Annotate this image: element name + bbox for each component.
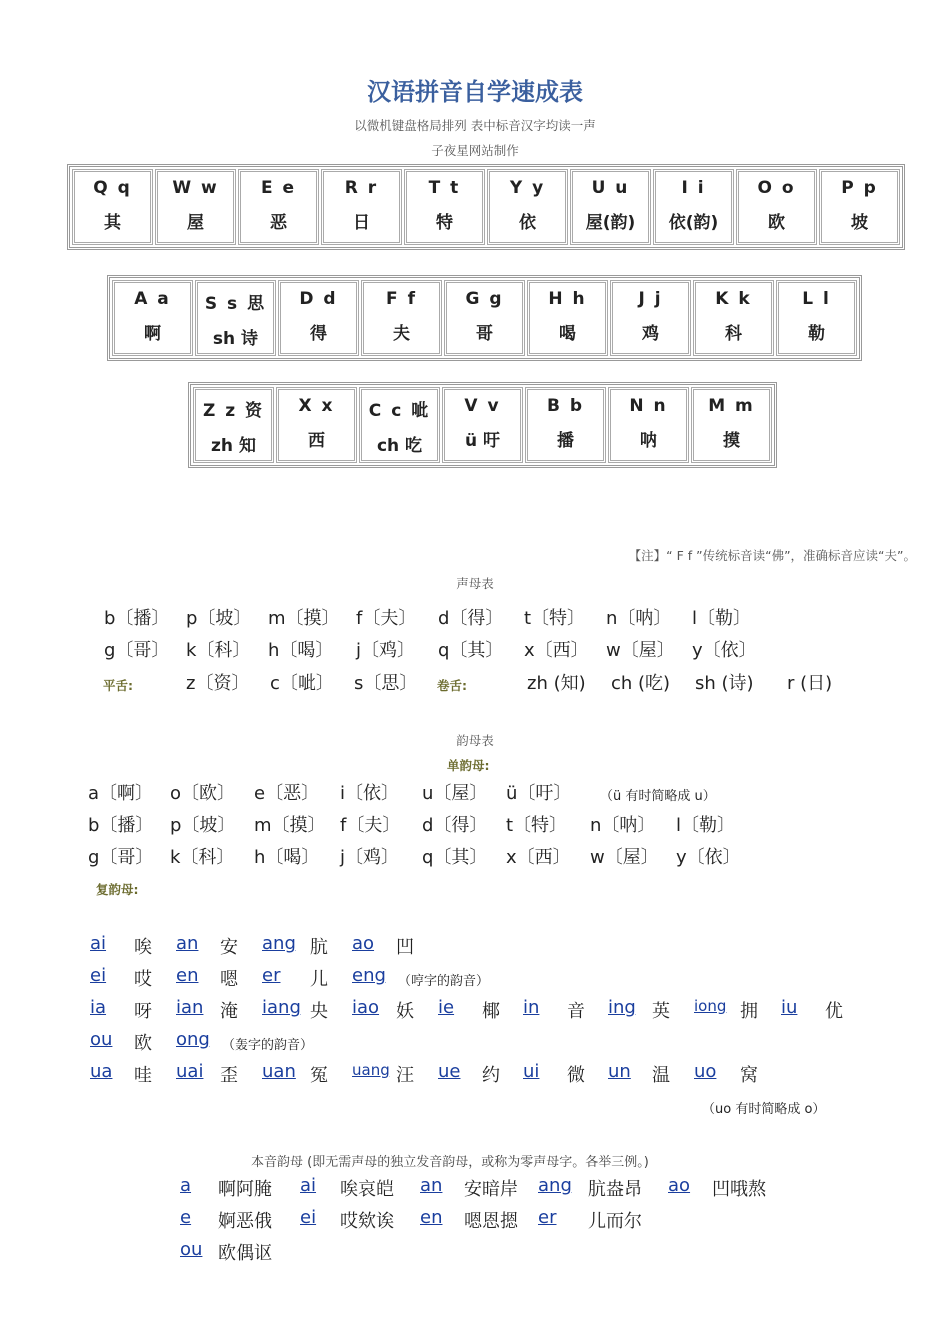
final-char: 肮 xyxy=(310,937,328,958)
final-char: 音 xyxy=(567,1001,585,1022)
key-cell xyxy=(72,169,153,245)
final-char: 儿 xyxy=(310,969,328,990)
final-char: 椰 xyxy=(482,1001,500,1022)
pinyin-final: uan xyxy=(262,1061,296,1082)
note: 【注】“ F f ”传统标音读“佛”，准确标音应读“夫”。 xyxy=(628,548,916,563)
uo-note: （uo 有时简略成 o） xyxy=(702,1102,826,1117)
key-letters: R r xyxy=(344,178,379,198)
key-char: 恶 xyxy=(270,213,287,233)
final-item: g〔哥〕 xyxy=(88,847,154,868)
final-item: i〔依〕 xyxy=(340,783,400,804)
pinyin-final: ang xyxy=(262,933,296,954)
key-cell xyxy=(610,280,691,356)
key-letters: U u xyxy=(591,178,630,198)
pinyin-final: ao xyxy=(352,933,375,954)
pinyin-final: en xyxy=(176,965,199,986)
key-char: sh 诗 xyxy=(212,329,259,349)
flat-tongue-label: 平舌: xyxy=(103,678,133,693)
example-chars: 肮盎昂 xyxy=(588,1179,642,1200)
keyboard-row-asdf xyxy=(107,275,862,361)
final-item: p〔坡〕 xyxy=(170,815,236,836)
pinyin-final: a xyxy=(180,1175,192,1196)
pinyin-final: ou xyxy=(90,1029,113,1050)
initial-item: h〔喝〕 xyxy=(268,640,334,661)
pinyin-final: ian xyxy=(176,997,204,1018)
final-char: 歪 xyxy=(220,1065,238,1086)
final-char: 优 xyxy=(825,1001,843,1022)
page-title: 汉语拼音自学速成表 xyxy=(367,78,583,106)
final-item: h〔喝〕 xyxy=(254,847,320,868)
compound-finals-label: 复韵母: xyxy=(96,882,139,897)
example-chars: 凹哦熬 xyxy=(712,1179,766,1200)
final-item: e〔恶〕 xyxy=(254,783,320,804)
final-char: 呀 xyxy=(134,1001,152,1022)
final-item: j〔鸡〕 xyxy=(340,847,400,868)
pinyin-final: iong xyxy=(694,997,727,1015)
zero-initial-title: 本音韵母 xyxy=(251,1155,304,1170)
initial-item: b〔播〕 xyxy=(104,608,170,629)
key-letters: I i xyxy=(681,178,706,198)
key-char: 依(韵) xyxy=(668,213,719,233)
final-char: 央 xyxy=(310,1001,328,1022)
final-char: 淹 xyxy=(220,1001,238,1022)
final-item: t〔特〕 xyxy=(506,815,568,836)
key-char: 夫 xyxy=(393,324,410,344)
pinyin-final: an xyxy=(420,1175,443,1196)
key-letters: X x xyxy=(298,396,335,416)
key-letters: W w xyxy=(172,178,219,198)
final-char: 约 xyxy=(482,1065,500,1086)
key-char: 勒 xyxy=(808,324,825,344)
example-chars: 啊阿腌 xyxy=(218,1179,272,1200)
final-char: 英 xyxy=(652,1001,670,1022)
key-cell xyxy=(112,280,193,356)
key-char: 日 xyxy=(353,213,370,233)
pinyin-final: iao xyxy=(352,997,380,1018)
key-char: 啊 xyxy=(144,324,161,344)
key-cell xyxy=(487,169,568,245)
example-chars: 唉哀皑 xyxy=(340,1179,394,1200)
initial-item: q〔其〕 xyxy=(438,640,504,661)
key-char: 西 xyxy=(308,431,325,451)
key-cell xyxy=(278,280,359,356)
key-cell xyxy=(359,387,440,463)
key-cell xyxy=(570,169,651,245)
key-char: 播 xyxy=(557,431,574,451)
key-letters: S s 思 xyxy=(204,294,267,314)
key-char: 鸡 xyxy=(642,324,659,344)
final-item: o〔欧〕 xyxy=(170,783,236,804)
key-cell xyxy=(691,387,772,463)
key-cell xyxy=(736,169,817,245)
key-letters: E e xyxy=(260,178,297,198)
initial-item: j〔鸡〕 xyxy=(356,640,416,661)
key-letters: T t xyxy=(428,178,461,198)
retroflex-label: 卷舌: xyxy=(437,678,467,693)
key-letters: D d xyxy=(299,289,338,309)
key-letters: M m xyxy=(708,396,755,416)
initial-item: w〔屋〕 xyxy=(606,640,675,661)
final-item: k〔科〕 xyxy=(170,847,235,868)
final-item: x〔西〕 xyxy=(506,847,571,868)
eng-note: （哼字的韵音） xyxy=(398,974,490,989)
initial-item: m〔摸〕 xyxy=(268,608,340,629)
key-letters: N n xyxy=(629,396,668,416)
example-chars: 欧偶讴 xyxy=(218,1243,272,1264)
example-chars: 嗯恩摁 xyxy=(464,1211,518,1232)
key-char: 特 xyxy=(436,213,453,233)
initial-item: ch (吃) xyxy=(611,673,671,694)
final-item: l〔勒〕 xyxy=(676,815,736,836)
initial-item: l〔勒〕 xyxy=(692,608,752,629)
credit: 子夜星网站制作 xyxy=(431,143,519,158)
key-cell xyxy=(444,280,525,356)
final-char: 冤 xyxy=(310,1065,328,1086)
final-char: 凹 xyxy=(396,937,414,958)
key-cell xyxy=(193,387,274,463)
initial-item: c〔呲〕 xyxy=(270,673,334,694)
final-char: 嗯 xyxy=(220,969,238,990)
finals-header: 韵母表 xyxy=(456,733,494,748)
key-char: 欧 xyxy=(768,213,785,233)
key-char: 依 xyxy=(519,213,536,233)
key-char: 屋(韵) xyxy=(585,213,636,233)
pinyin-final: en xyxy=(420,1207,443,1228)
final-item: w〔屋〕 xyxy=(590,847,659,868)
key-char: 得 xyxy=(310,324,327,344)
keyboard-row-zxcv xyxy=(188,382,777,468)
key-char: 呐 xyxy=(640,431,657,451)
zero-initial-header xyxy=(251,1151,649,1170)
key-letters: Z z 资 xyxy=(202,401,265,421)
key-letters: J j xyxy=(638,289,663,309)
key-char: ü 吁 xyxy=(464,431,501,451)
key-letters: B b xyxy=(546,396,585,416)
final-item: ü〔吁〕 xyxy=(506,783,572,804)
single-finals-label: 单韵母: xyxy=(447,758,490,773)
final-char: 汪 xyxy=(396,1065,414,1086)
key-cell xyxy=(361,280,442,356)
pinyin-final: uai xyxy=(176,1061,204,1082)
key-letters: A a xyxy=(134,289,171,309)
key-letters: F f xyxy=(386,289,417,309)
final-char: 哎 xyxy=(134,969,152,990)
initial-item: f〔夫〕 xyxy=(356,608,417,629)
key-char: zh 知 xyxy=(211,436,256,456)
example-chars: 儿而尔 xyxy=(588,1211,642,1232)
key-letters: O o xyxy=(757,178,796,198)
pinyin-final: ei xyxy=(300,1207,317,1228)
initial-item: n〔呐〕 xyxy=(606,608,672,629)
key-char: 科 xyxy=(725,324,742,344)
final-char: 微 xyxy=(567,1065,585,1086)
keyboard-row-qwerty xyxy=(67,164,905,250)
key-cell xyxy=(819,169,900,245)
key-char: 坡 xyxy=(851,213,868,233)
key-letters: H h xyxy=(548,289,587,309)
pinyin-final: ai xyxy=(300,1175,317,1196)
key-char: ch 吃 xyxy=(376,436,423,456)
final-item: q〔其〕 xyxy=(422,847,488,868)
key-cell xyxy=(693,280,774,356)
final-item: n〔呐〕 xyxy=(590,815,656,836)
pinyin-final: er xyxy=(538,1207,557,1228)
pinyin-final: ong xyxy=(176,1029,210,1050)
key-cell xyxy=(276,387,357,463)
final-char: 唉 xyxy=(134,937,152,958)
subtitle: 以微机键盘格局排列 表中标音汉字均读一声 xyxy=(354,118,596,133)
final-item: m〔摸〕 xyxy=(254,815,326,836)
pinyin-final: ua xyxy=(90,1061,113,1082)
initials-header: 声母表 xyxy=(456,576,494,591)
key-cell xyxy=(155,169,236,245)
pinyin-final: ing xyxy=(608,997,636,1018)
initial-item: x〔西〕 xyxy=(524,640,589,661)
final-char: 欧 xyxy=(134,1033,152,1054)
final-char: 安 xyxy=(220,937,238,958)
initial-item: z〔资〕 xyxy=(186,673,250,694)
key-letters: K k xyxy=(715,289,752,309)
pinyin-final: ang xyxy=(538,1175,572,1196)
key-letters: P p xyxy=(841,178,878,198)
pinyin-final: iu xyxy=(781,997,798,1018)
key-letters: C c 呲 xyxy=(368,401,431,421)
key-letters: Y y xyxy=(509,178,546,198)
final-item: b〔播〕 xyxy=(88,815,154,836)
key-char: 其 xyxy=(104,213,121,233)
key-char: 喝 xyxy=(559,324,576,344)
initial-item: r (日) xyxy=(787,673,833,694)
initial-item: p〔坡〕 xyxy=(186,608,252,629)
pinyin-final: uang xyxy=(352,1061,390,1079)
key-cell xyxy=(442,387,523,463)
pinyin-final: an xyxy=(176,933,199,954)
initial-item: y〔依〕 xyxy=(692,640,757,661)
final-char: 拥 xyxy=(740,1001,758,1022)
initial-item: zh (知) xyxy=(527,673,586,694)
pinyin-final: ei xyxy=(90,965,107,986)
final-char: 窝 xyxy=(740,1065,758,1086)
key-cell xyxy=(195,280,276,356)
pinyin-final: ai xyxy=(90,933,107,954)
final-item: a〔啊〕 xyxy=(88,783,154,804)
final-char: 哇 xyxy=(134,1065,152,1086)
pinyin-final: er xyxy=(262,965,281,986)
ong-note: （轰字的韵音） xyxy=(222,1038,314,1053)
pinyin-final: ie xyxy=(438,997,455,1018)
key-letters: V v xyxy=(464,396,501,416)
pinyin-final: un xyxy=(608,1061,631,1082)
final-char: 妖 xyxy=(396,1001,414,1022)
example-chars: 哎欸诶 xyxy=(340,1211,394,1232)
pinyin-final: ou xyxy=(180,1239,203,1260)
key-char: 屋 xyxy=(187,213,204,233)
key-cell xyxy=(776,280,857,356)
key-cell xyxy=(238,169,319,245)
pinyin-final: ui xyxy=(523,1061,540,1082)
pinyin-final: ue xyxy=(438,1061,461,1082)
zero-initial-note: (即无需声母的独立发音韵母，或称为零声母字。各举三例。) xyxy=(307,1155,649,1170)
pinyin-final: iang xyxy=(262,997,301,1018)
key-letters: Q q xyxy=(93,178,132,198)
key-letters: G g xyxy=(465,289,504,309)
final-item: y〔依〕 xyxy=(676,847,741,868)
pinyin-final: ao xyxy=(668,1175,691,1196)
example-chars: 婀恶俄 xyxy=(218,1211,272,1232)
final-item: d〔得〕 xyxy=(422,815,488,836)
initial-item: d〔得〕 xyxy=(438,608,504,629)
key-cell xyxy=(404,169,485,245)
final-item: f〔夫〕 xyxy=(340,815,401,836)
key-char: 哥 xyxy=(476,324,493,344)
key-cell xyxy=(321,169,402,245)
key-cell xyxy=(525,387,606,463)
example-chars: 安暗岸 xyxy=(464,1179,518,1200)
pinyin-final: uo xyxy=(694,1061,717,1082)
pinyin-final: ia xyxy=(90,997,107,1018)
initial-item: sh (诗) xyxy=(695,673,754,694)
pinyin-final: in xyxy=(523,997,540,1018)
key-cell xyxy=(653,169,734,245)
initial-item: g〔哥〕 xyxy=(104,640,170,661)
key-char: 摸 xyxy=(723,431,740,451)
initial-item: s〔思〕 xyxy=(354,673,418,694)
initial-item: t〔特〕 xyxy=(524,608,586,629)
key-letters: L l xyxy=(802,289,831,309)
final-item: u〔屋〕 xyxy=(422,783,488,804)
pinyin-final: e xyxy=(180,1207,192,1228)
final-char: 温 xyxy=(652,1065,670,1086)
pinyin-final: eng xyxy=(352,965,386,986)
initial-item: k〔科〕 xyxy=(186,640,251,661)
key-cell xyxy=(527,280,608,356)
key-cell xyxy=(608,387,689,463)
u-note: （ü 有时简略成 u） xyxy=(600,789,716,804)
